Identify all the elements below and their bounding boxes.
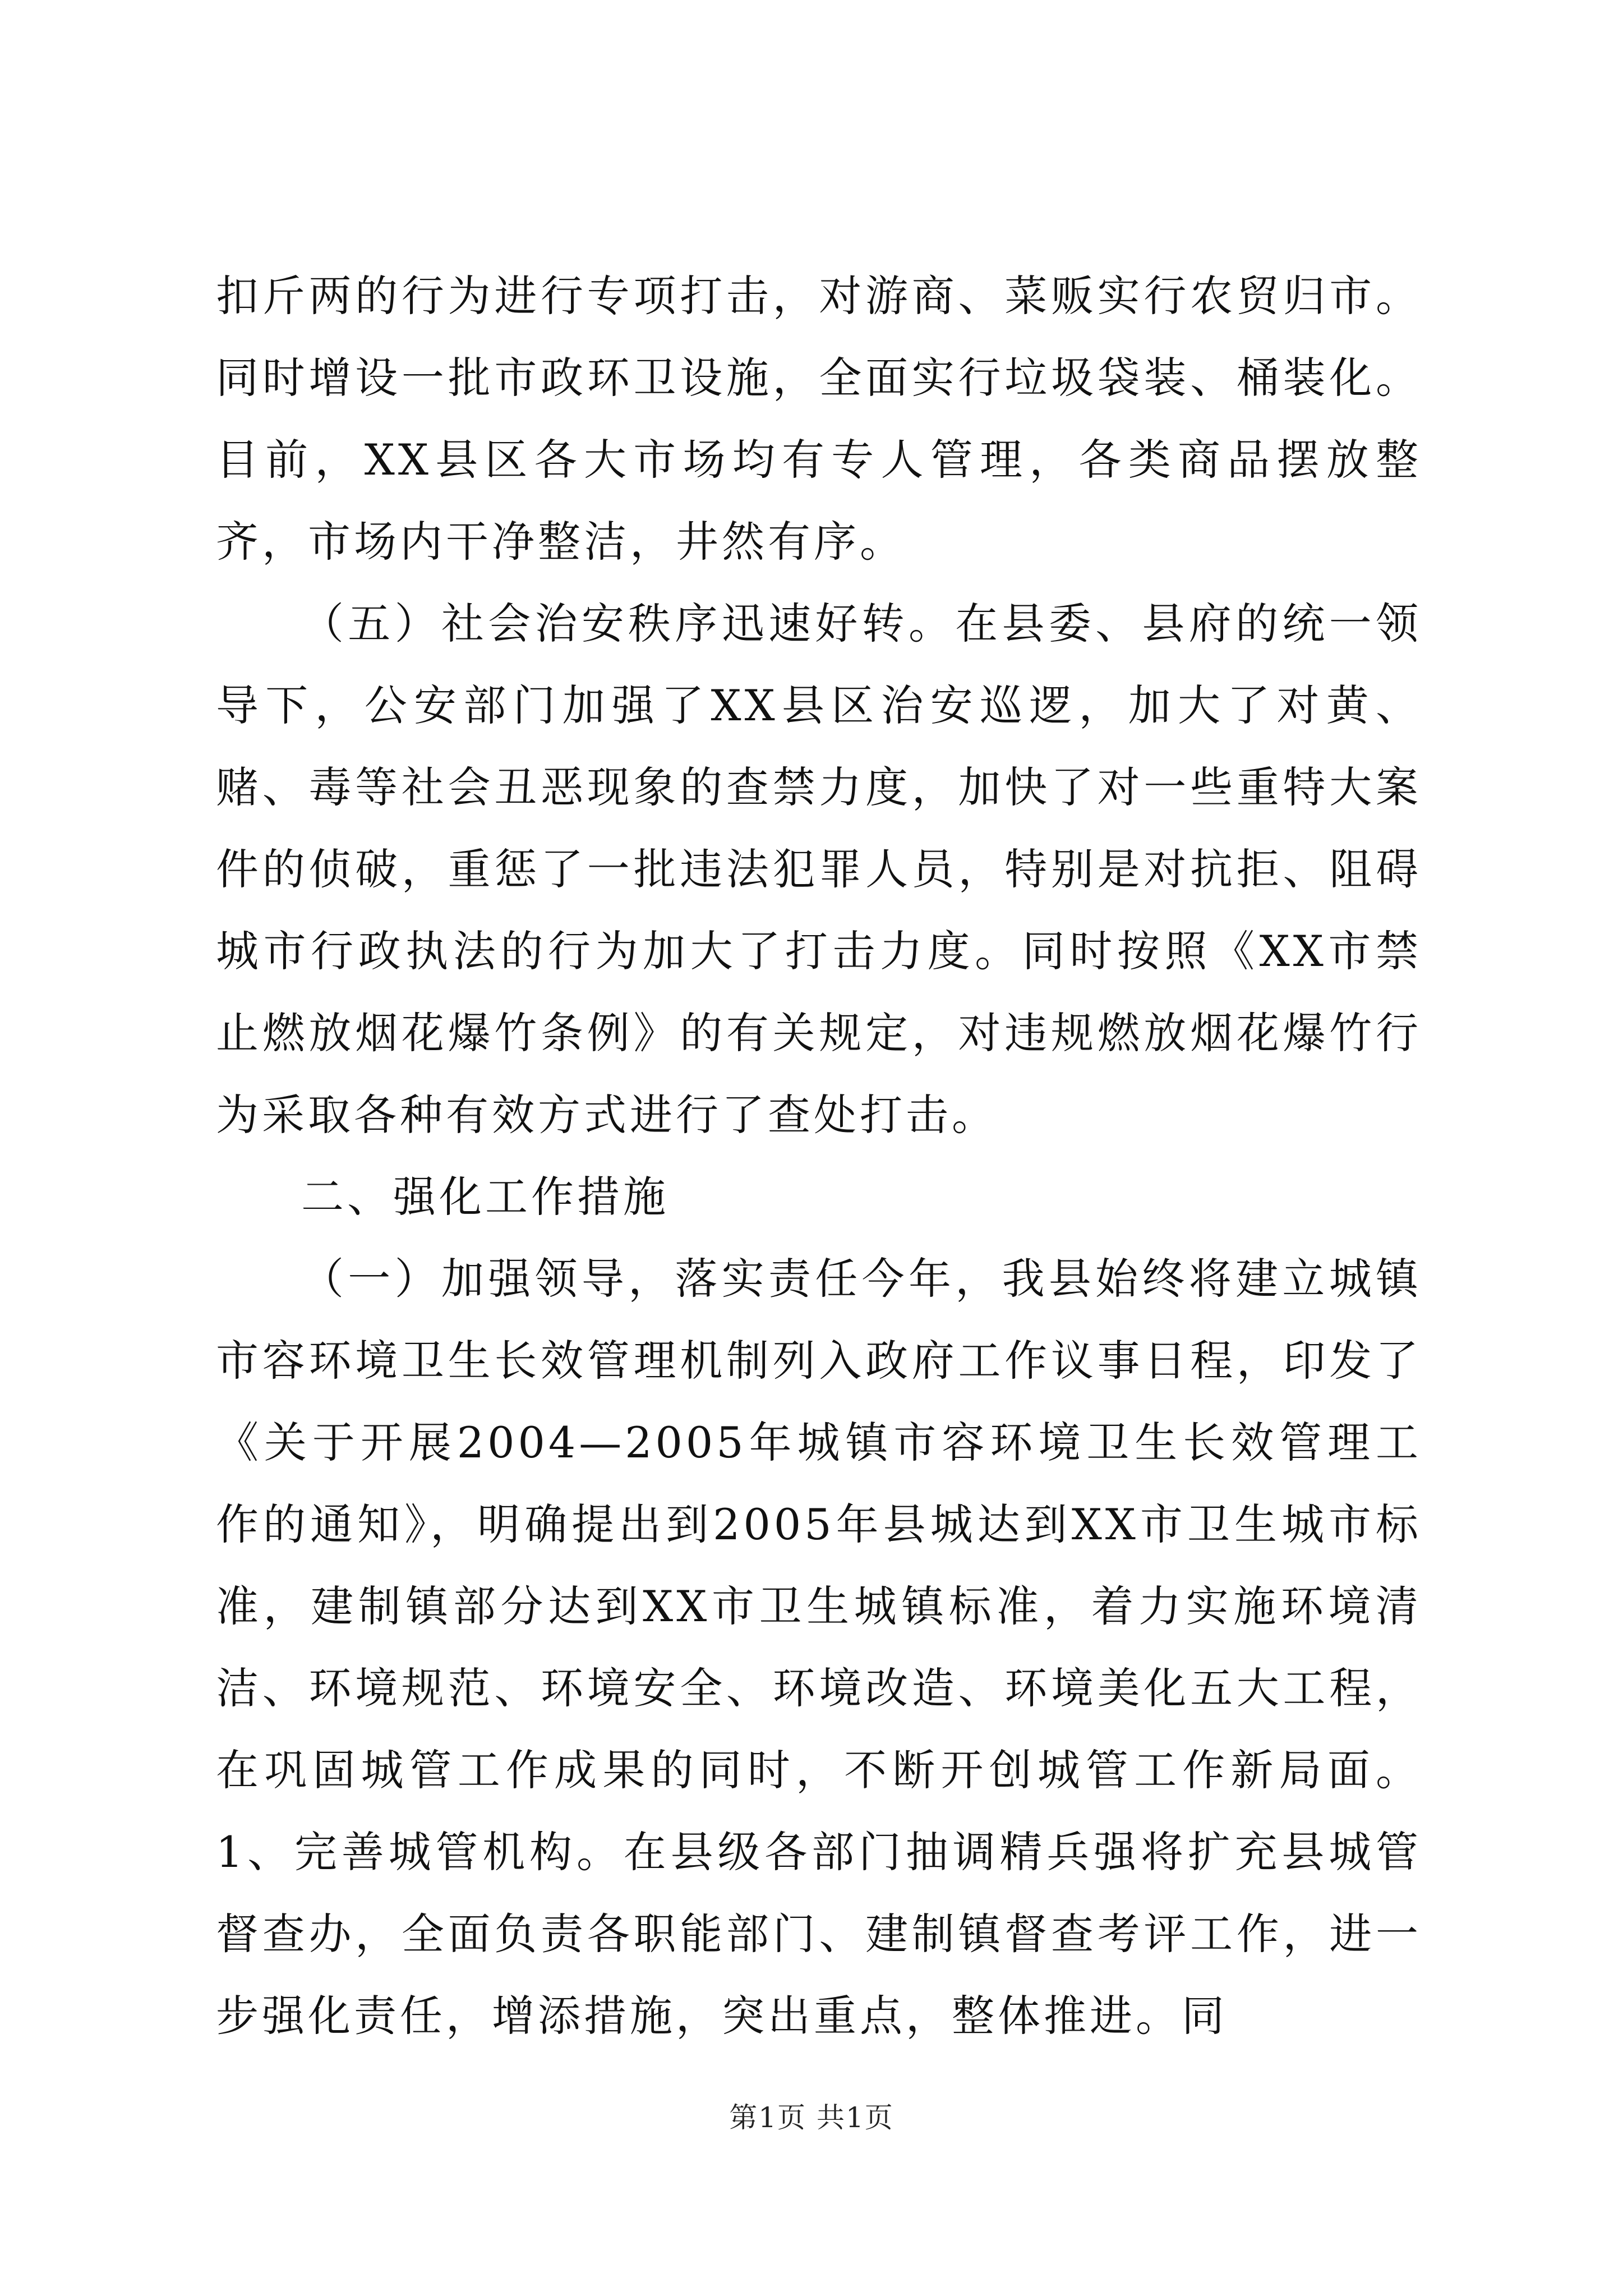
page-footer: 第1页 共1页 bbox=[729, 2101, 894, 2134]
document-body bbox=[216, 255, 1422, 2057]
paragraph-market-management: 扣斤两的行为进行专项打击，对游商、菜贩实行农贸归市。同时增设一批市政环卫设施，全面实行垃圾袋装、桶装化。目前，XX县区各大市场均有专人管理，各类商品摆放整齐，市场内干净整洁，井然有序。 bbox=[216, 271, 1422, 567]
section-heading-work-measures: 二、强化工作措施 bbox=[301, 1172, 669, 1222]
paragraph-leadership-responsibility: （一）加强领导，落实责任今年，我县始终将建立城镇市容环境卫生长效管理机制列入政府工作议事日程，印发了《关于开展2004—2005年城镇市容环境卫生长效管理工作的通知》，明确提出到2005年县城达到XX市卫生城市标准，建制镇部分达到XX市卫生城镇标准，着力实施环境清洁、环境规范、环境安全、环境改造、环境美化五大工程，在巩固城管工作成果的同时，不断开创城管工作新局面。1、完善城管机构。在县级各部门抽调精兵强将扩充县城管督查办，全面负责各职能部门、建制镇督查考评工作，进一步强化责任，增添措施，突出重点，整体推进。同 bbox=[216, 1254, 1422, 2041]
paragraph-public-security: （五）社会治安秩序迅速好转。在县委、县府的统一领导下，公安部门加强了XX县区治安巡逻，加大了对黄、赌、毒等社会丑恶现象的查禁力度，加快了对一些重特大案件的侦破，重惩了一批违法犯罪人员，特别是对抗拒、阻碍城市行政执法的行为加大了打击力度。同时按照《XX市禁止燃放烟花爆竹条例》的有关规定，对违规燃放烟花爆竹行为采取各种有效方式进行了查处打击。 bbox=[216, 599, 1422, 1140]
